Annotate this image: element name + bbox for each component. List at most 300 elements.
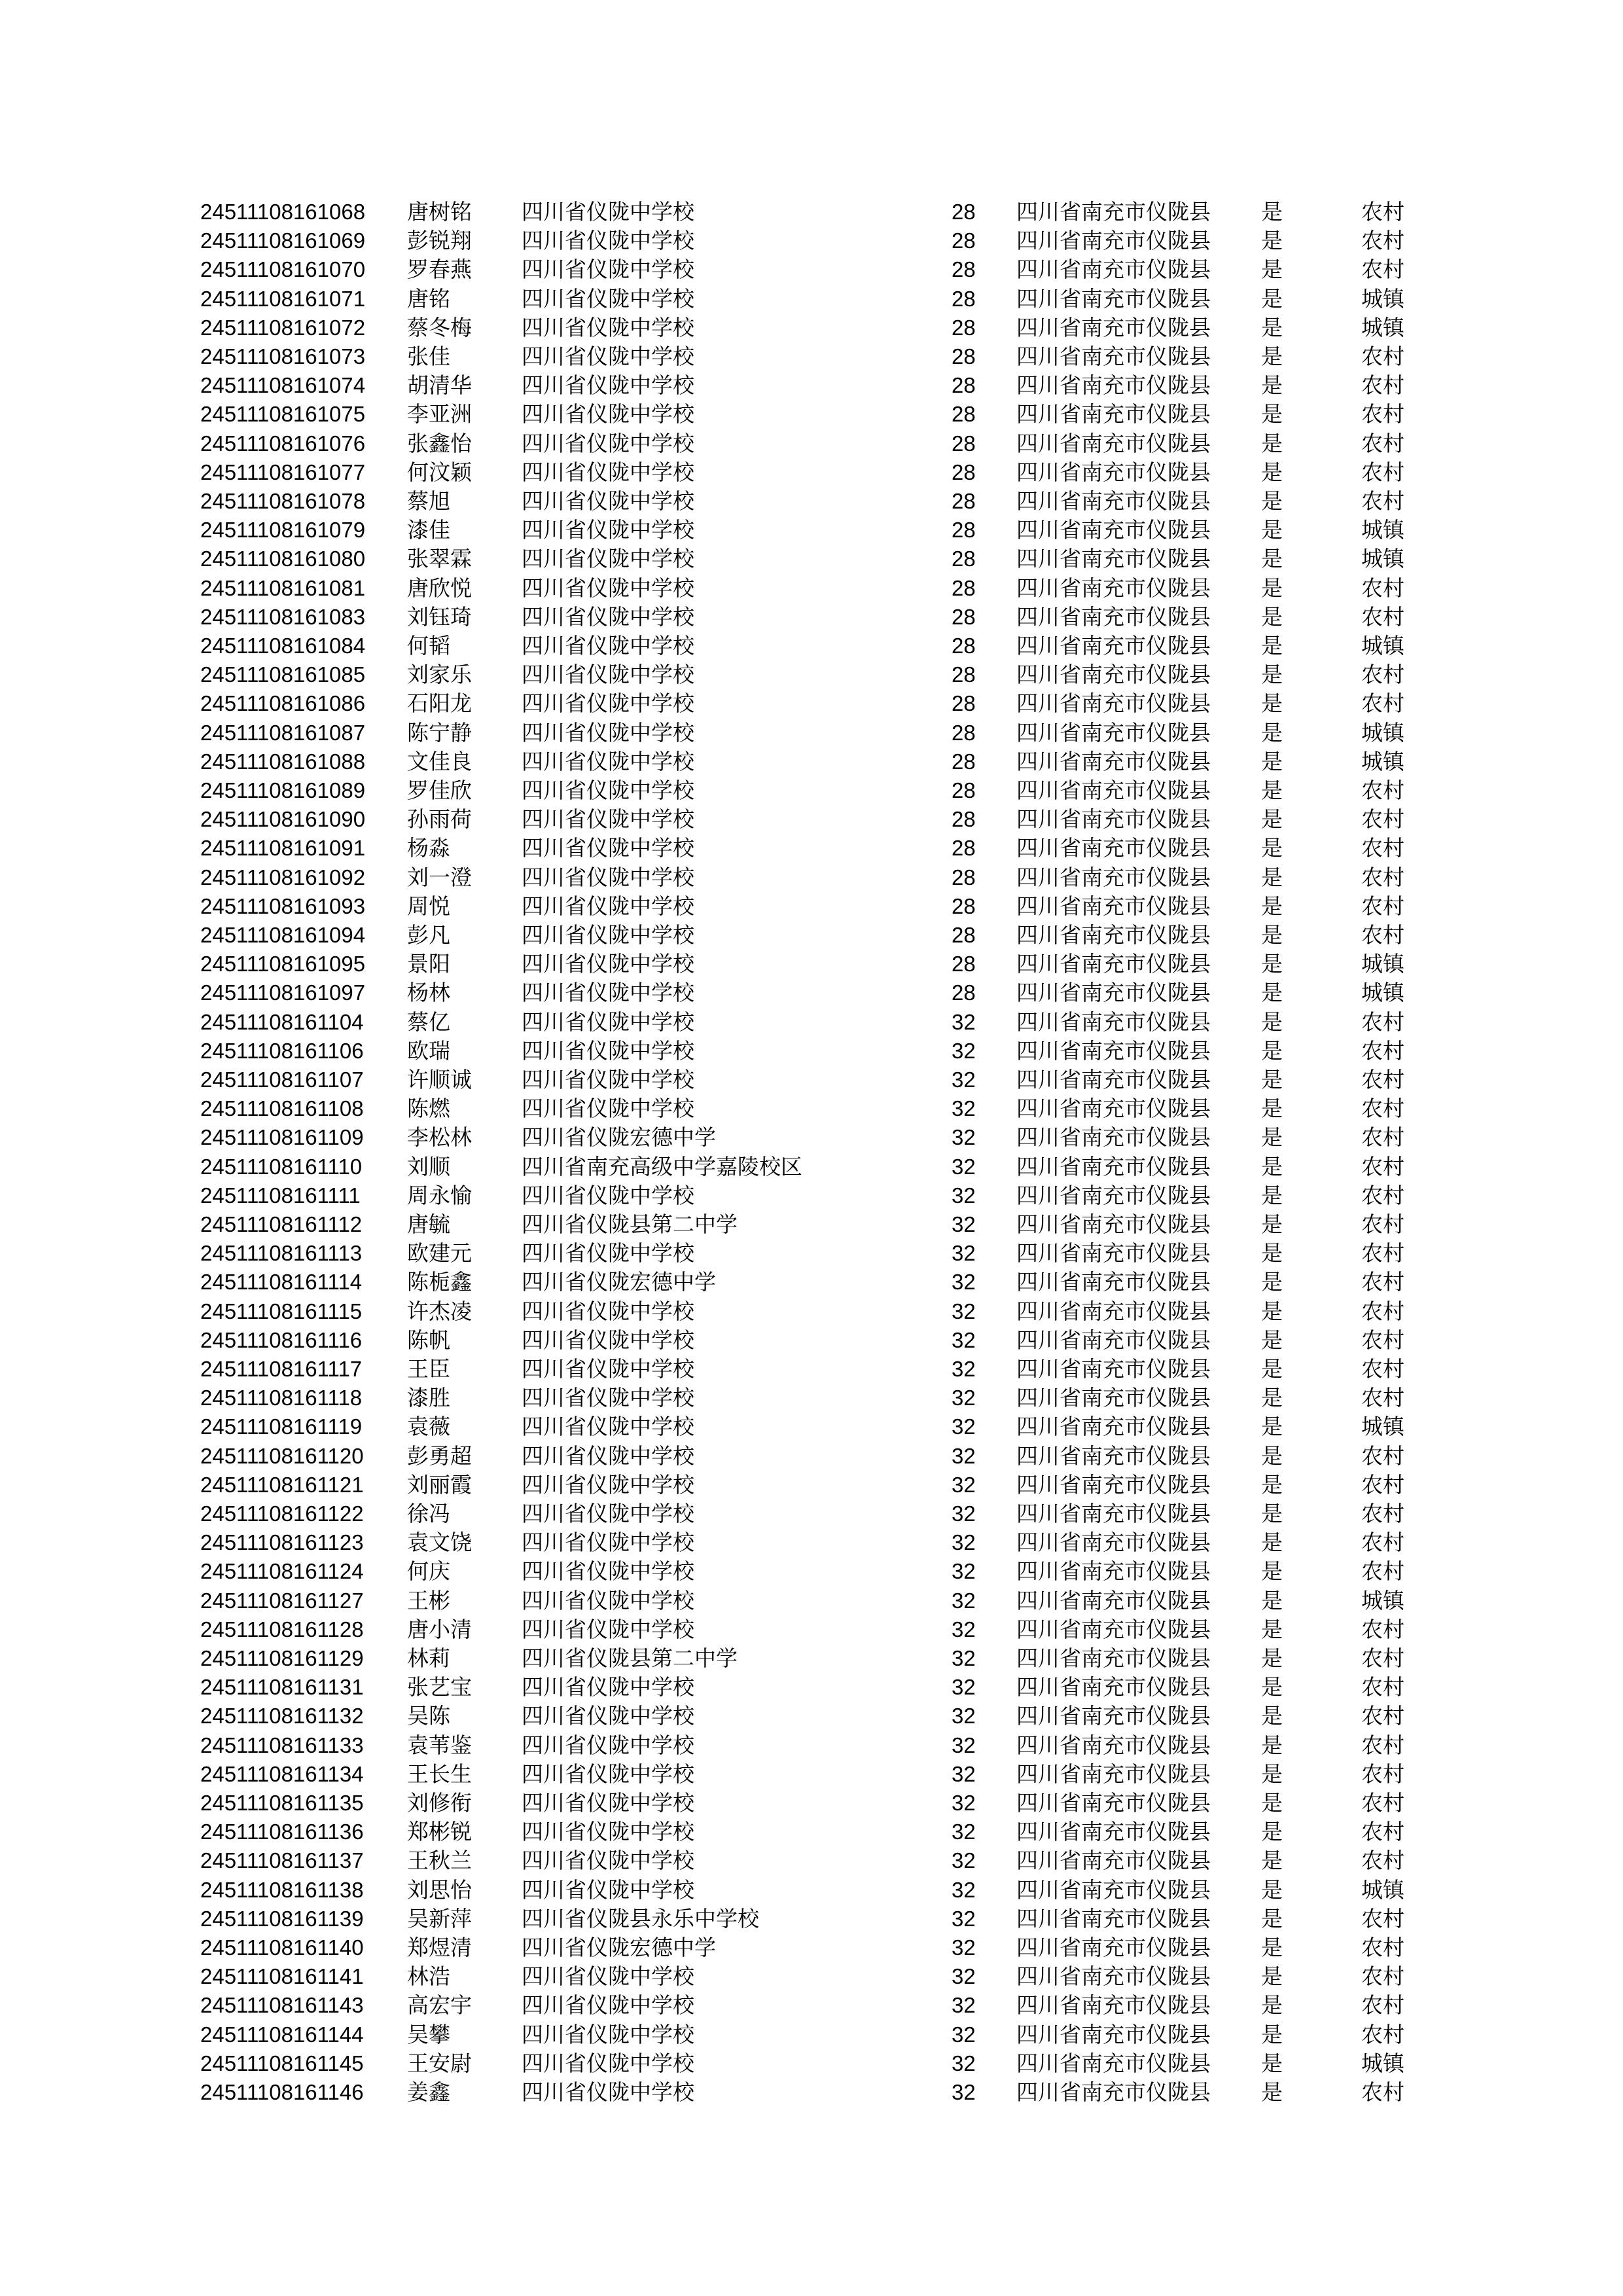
school-name: 四川省仪陇中学校 [522, 488, 694, 514]
candidate-id: 24511108161094 [200, 923, 366, 947]
table-row [0, 458, 1623, 487]
residence-type: 农村 [1361, 401, 1404, 427]
school-name: 四川省仪陇中学校 [522, 1558, 694, 1585]
region-name: 四川省南充市仪陇县 [1016, 1471, 1211, 1498]
region-name: 四川省南充市仪陇县 [1016, 1558, 1211, 1585]
eligibility-flag: 是 [1261, 1935, 1283, 1960]
school-name: 四川省仪陇中学校 [522, 1587, 694, 1613]
school-name: 四川省南充高级中学嘉陵校区 [522, 1153, 802, 1179]
candidate-id: 24511108161079 [200, 518, 366, 543]
school-name: 四川省仪陇中学校 [522, 748, 694, 774]
score-value: 32 [952, 1357, 976, 1381]
residence-type: 农村 [1361, 1703, 1404, 1729]
eligibility-flag: 是 [1261, 951, 1283, 977]
residence-type: 城镇 [1361, 633, 1404, 658]
region-name: 四川省南充市仪陇县 [1016, 1153, 1211, 1179]
candidate-id: 24511108161129 [200, 1646, 364, 1670]
table-row [0, 1326, 1623, 1355]
region-name: 四川省南充市仪陇县 [1016, 344, 1211, 369]
region-name: 四川省南充市仪陇县 [1016, 603, 1211, 630]
region-name: 四川省南充市仪陇县 [1016, 372, 1211, 399]
table-row [0, 1442, 1623, 1471]
student-name: 袁薇 [407, 1414, 450, 1440]
residence-type: 城镇 [1361, 748, 1404, 774]
student-name: 林莉 [407, 1645, 450, 1671]
eligibility-flag: 是 [1261, 980, 1283, 1006]
region-name: 四川省南充市仪陇县 [1016, 893, 1211, 919]
score-value: 28 [952, 373, 976, 398]
student-name: 陈帆 [407, 1327, 450, 1353]
candidate-id: 24511108161117 [200, 1357, 363, 1381]
score-value: 32 [952, 1386, 976, 1410]
table-row [0, 1587, 1623, 1615]
region-name: 四川省南充市仪陇县 [1016, 314, 1211, 340]
region-name: 四川省南充市仪陇县 [1016, 633, 1211, 658]
residence-type: 农村 [1361, 1645, 1404, 1671]
residence-type: 农村 [1361, 228, 1404, 254]
region-name: 四川省南充市仪陇县 [1016, 199, 1211, 224]
table-row [0, 1239, 1623, 1268]
table-row [0, 921, 1623, 950]
school-name: 四川省仪陇中学校 [522, 314, 694, 340]
region-name: 四川省南充市仪陇县 [1016, 285, 1211, 312]
student-name: 张艺宝 [407, 1674, 472, 1700]
eligibility-flag: 是 [1261, 1587, 1283, 1613]
school-name: 四川省仪陇中学校 [522, 1471, 694, 1498]
score-value: 28 [952, 459, 976, 484]
school-name: 四川省仪陇中学校 [522, 1848, 694, 1874]
eligibility-flag: 是 [1261, 1790, 1283, 1816]
score-value: 28 [952, 691, 976, 716]
table-row [0, 1066, 1623, 1094]
student-name: 漆胜 [407, 1385, 450, 1411]
table-row [0, 863, 1623, 892]
residence-type: 农村 [1361, 835, 1404, 861]
school-name: 四川省仪陇中学校 [522, 1414, 694, 1440]
student-name: 漆佳 [407, 517, 450, 543]
student-name: 唐铭 [407, 285, 450, 312]
residence-type: 农村 [1361, 2021, 1404, 2047]
student-name: 罗春燕 [407, 257, 472, 283]
candidate-id: 24511108161139 [200, 1906, 364, 1931]
candidate-id: 24511108161133 [200, 1732, 364, 1757]
region-name: 四川省南充市仪陇县 [1016, 1240, 1211, 1266]
eligibility-flag: 是 [1261, 1992, 1283, 2018]
eligibility-flag: 是 [1261, 835, 1283, 861]
residence-type: 城镇 [1361, 951, 1404, 977]
school-name: 四川省仪陇中学校 [522, 806, 694, 833]
score-value: 28 [952, 807, 976, 832]
residence-type: 农村 [1361, 199, 1404, 224]
score-value: 28 [952, 720, 976, 745]
region-name: 四川省南充市仪陇县 [1016, 1037, 1211, 1064]
table-row [0, 1412, 1623, 1441]
residence-type: 农村 [1361, 662, 1404, 688]
residence-type: 农村 [1361, 1298, 1404, 1324]
score-value: 32 [952, 1327, 976, 1352]
region-name: 四川省南充市仪陇县 [1016, 1443, 1211, 1469]
residence-type: 农村 [1361, 864, 1404, 890]
school-name: 四川省仪陇宏德中学 [522, 1935, 716, 1960]
eligibility-flag: 是 [1261, 1298, 1283, 1324]
region-name: 四川省南充市仪陇县 [1016, 2021, 1211, 2047]
school-name: 四川省仪陇中学校 [522, 1298, 694, 1324]
score-value: 32 [952, 1732, 976, 1757]
eligibility-flag: 是 [1261, 1471, 1283, 1498]
candidate-id: 24511108161104 [200, 1009, 364, 1034]
school-name: 四川省仪陇中学校 [522, 257, 694, 283]
residence-type: 农村 [1361, 1240, 1404, 1266]
score-value: 32 [952, 1443, 976, 1468]
student-name: 许杰凌 [407, 1298, 472, 1324]
residence-type: 农村 [1361, 1732, 1404, 1758]
region-name: 四川省南充市仪陇县 [1016, 1964, 1211, 1990]
table-row [0, 1123, 1623, 1152]
student-name: 王长生 [407, 1761, 472, 1787]
score-value: 32 [952, 2022, 976, 2047]
candidate-id: 24511108161090 [200, 807, 366, 832]
school-name: 四川省仪陇中学校 [522, 1819, 694, 1845]
student-name: 文佳良 [407, 748, 472, 774]
residence-type: 农村 [1361, 1935, 1404, 1960]
residence-type: 城镇 [1361, 1414, 1404, 1440]
residence-type: 农村 [1361, 1443, 1404, 1469]
eligibility-flag: 是 [1261, 488, 1283, 514]
region-name: 四川省南充市仪陇县 [1016, 2050, 1211, 2076]
score-value: 28 [952, 634, 976, 658]
table-row [0, 776, 1623, 805]
eligibility-flag: 是 [1261, 517, 1283, 543]
score-value: 32 [952, 1241, 976, 1266]
residence-type: 城镇 [1361, 1876, 1404, 1903]
table-row [0, 632, 1623, 660]
table-row [0, 1962, 1623, 1991]
eligibility-flag: 是 [1261, 1327, 1283, 1353]
student-name: 罗佳欣 [407, 778, 472, 803]
residence-type: 农村 [1361, 603, 1404, 630]
student-name: 刘顺 [407, 1153, 450, 1179]
table-row [0, 1818, 1623, 1846]
region-name: 四川省南充市仪陇县 [1016, 1298, 1211, 1324]
residence-type: 城镇 [1361, 980, 1404, 1006]
eligibility-flag: 是 [1261, 1732, 1283, 1758]
student-name: 张鑫怡 [407, 430, 472, 456]
residence-type: 农村 [1361, 1124, 1404, 1151]
score-value: 32 [952, 1559, 976, 1584]
student-name: 姜鑫 [407, 2079, 450, 2105]
student-name: 陈燃 [407, 1096, 450, 1122]
eligibility-flag: 是 [1261, 662, 1283, 688]
candidate-id: 24511108161121 [200, 1472, 364, 1497]
school-name: 四川省仪陇中学校 [522, 864, 694, 890]
candidate-id: 24511108161141 [200, 1964, 364, 1989]
table-row [0, 1153, 1623, 1181]
eligibility-flag: 是 [1261, 372, 1283, 399]
eligibility-flag: 是 [1261, 1385, 1283, 1411]
residence-type: 农村 [1361, 1674, 1404, 1700]
school-name: 四川省仪陇中学校 [522, 1964, 694, 1990]
score-value: 28 [952, 228, 976, 253]
residence-type: 农村 [1361, 1790, 1404, 1816]
residence-type: 农村 [1361, 1153, 1404, 1179]
eligibility-flag: 是 [1261, 1558, 1283, 1585]
student-name: 何汶颖 [407, 459, 472, 485]
residence-type: 农村 [1361, 1356, 1404, 1382]
table-row [0, 2049, 1623, 2078]
school-name: 四川省仪陇宏德中学 [522, 1124, 716, 1151]
eligibility-flag: 是 [1261, 1703, 1283, 1729]
eligibility-flag: 是 [1261, 314, 1283, 340]
student-name: 彭凡 [407, 922, 450, 948]
region-name: 四川省南充市仪陇县 [1016, 1009, 1211, 1035]
candidate-id: 24511108161144 [200, 2022, 364, 2047]
table-row [0, 1297, 1623, 1326]
student-name: 袁文饶 [407, 1530, 472, 1556]
residence-type: 城镇 [1361, 517, 1404, 543]
score-value: 32 [952, 2051, 976, 2075]
residence-type: 农村 [1361, 922, 1404, 948]
candidate-id: 24511108161143 [200, 1993, 364, 2018]
student-name: 陈宁静 [407, 719, 472, 745]
student-name: 袁苇鉴 [407, 1732, 472, 1758]
region-name: 四川省南充市仪陇县 [1016, 691, 1211, 717]
residence-type: 农村 [1361, 1182, 1404, 1208]
candidate-id: 24511108161093 [200, 893, 366, 918]
school-name: 四川省仪陇中学校 [522, 1501, 694, 1526]
student-name: 陈栀鑫 [407, 1269, 472, 1295]
student-name: 彭勇超 [407, 1443, 472, 1469]
candidate-id: 24511108161089 [200, 778, 366, 802]
residence-type: 农村 [1361, 1558, 1404, 1585]
score-value: 28 [952, 431, 976, 456]
eligibility-flag: 是 [1261, 228, 1283, 254]
candidate-id: 24511108161085 [200, 662, 366, 687]
candidate-id: 24511108161070 [200, 257, 366, 282]
school-name: 四川省仪陇中学校 [522, 1009, 694, 1035]
residence-type: 农村 [1361, 1037, 1404, 1064]
student-name: 蔡冬梅 [407, 314, 472, 340]
score-value: 28 [952, 952, 976, 977]
student-name: 欧瑞 [407, 1037, 450, 1064]
school-name: 四川省仪陇中学校 [522, 2021, 694, 2047]
candidate-id: 24511108161095 [200, 952, 366, 977]
table-row [0, 660, 1623, 689]
table-row [0, 1933, 1623, 1962]
region-name: 四川省南充市仪陇县 [1016, 806, 1211, 833]
region-name: 四川省南充市仪陇县 [1016, 1819, 1211, 1845]
table-row [0, 574, 1623, 603]
score-value: 32 [952, 1299, 976, 1323]
region-name: 四川省南充市仪陇县 [1016, 1848, 1211, 1874]
candidate-id: 24511108161122 [200, 1501, 364, 1526]
candidate-id: 24511108161108 [200, 1096, 364, 1121]
candidate-id: 24511108161135 [200, 1791, 364, 1815]
school-name: 四川省仪陇宏德中学 [522, 1269, 716, 1295]
eligibility-flag: 是 [1261, 748, 1283, 774]
candidate-id: 24511108161092 [200, 865, 366, 889]
candidate-id: 24511108161116 [200, 1327, 363, 1352]
table-row [0, 1702, 1623, 1731]
region-name: 四川省南充市仪陇县 [1016, 1124, 1211, 1151]
candidate-id: 24511108161087 [200, 720, 366, 745]
residence-type: 农村 [1361, 1761, 1404, 1787]
score-value: 32 [952, 1646, 976, 1670]
student-name: 唐毓 [407, 1211, 450, 1237]
student-name: 刘思怡 [407, 1876, 472, 1903]
table-row [0, 371, 1623, 400]
score-value: 32 [952, 1067, 976, 1092]
school-name: 四川省仪陇中学校 [522, 285, 694, 312]
score-value: 28 [952, 980, 976, 1005]
candidate-id: 24511108161106 [200, 1038, 364, 1063]
school-name: 四川省仪陇中学校 [522, 1530, 694, 1556]
score-value: 32 [952, 1212, 976, 1236]
residence-type: 农村 [1361, 691, 1404, 717]
school-name: 四川省仪陇中学校 [522, 1674, 694, 1700]
eligibility-flag: 是 [1261, 2021, 1283, 2047]
residence-type: 城镇 [1361, 719, 1404, 745]
residence-type: 城镇 [1361, 1587, 1404, 1613]
score-value: 28 [952, 547, 976, 571]
eligibility-flag: 是 [1261, 1009, 1283, 1035]
region-name: 四川省南充市仪陇县 [1016, 1067, 1211, 1092]
table-row [0, 1557, 1623, 1586]
table-row [0, 314, 1623, 342]
school-name: 四川省仪陇中学校 [522, 1327, 694, 1353]
school-name: 四川省仪陇中学校 [522, 2050, 694, 2076]
school-name: 四川省仪陇中学校 [522, 1443, 694, 1469]
residence-type: 农村 [1361, 2079, 1404, 2105]
residence-type: 城镇 [1361, 546, 1404, 572]
score-value: 32 [952, 1791, 976, 1815]
student-name: 唐树铭 [407, 199, 472, 224]
region-name: 四川省南充市仪陇县 [1016, 1616, 1211, 1642]
table-row [0, 805, 1623, 834]
score-value: 32 [952, 1820, 976, 1844]
student-name: 杨淼 [407, 835, 450, 861]
score-value: 32 [952, 1009, 976, 1034]
score-value: 32 [952, 1270, 976, 1295]
eligibility-flag: 是 [1261, 1153, 1283, 1179]
score-value: 28 [952, 286, 976, 311]
eligibility-flag: 是 [1261, 430, 1283, 456]
table-row [0, 719, 1623, 747]
table-row [0, 1037, 1623, 1066]
table-row [0, 2020, 1623, 2049]
school-name: 四川省仪陇中学校 [522, 401, 694, 427]
school-name: 四川省仪陇中学校 [522, 980, 694, 1006]
candidate-id: 24511108161138 [200, 1877, 364, 1902]
eligibility-flag: 是 [1261, 1905, 1283, 1931]
table-row [0, 1268, 1623, 1297]
table-row [0, 342, 1623, 371]
candidate-id: 24511108161112 [200, 1212, 363, 1236]
student-name: 刘一澄 [407, 864, 472, 890]
table-row [0, 1210, 1623, 1239]
eligibility-flag: 是 [1261, 546, 1283, 572]
score-value: 32 [952, 1848, 976, 1873]
eligibility-flag: 是 [1261, 719, 1283, 745]
school-name: 四川省仪陇中学校 [522, 1067, 694, 1092]
table-row [0, 834, 1623, 863]
candidate-id: 24511108161118 [200, 1386, 363, 1410]
student-name: 周永愉 [407, 1182, 472, 1208]
school-name: 四川省仪陇中学校 [522, 691, 694, 717]
table-row [0, 1499, 1623, 1528]
school-name: 四川省仪陇中学校 [522, 430, 694, 456]
eligibility-flag: 是 [1261, 1096, 1283, 1122]
school-name: 四川省仪陇中学校 [522, 835, 694, 861]
student-name: 张翠霖 [407, 546, 472, 572]
table-row [0, 747, 1623, 776]
candidate-id: 24511108161124 [200, 1559, 364, 1584]
eligibility-flag: 是 [1261, 1182, 1283, 1208]
school-name: 四川省仪陇中学校 [522, 459, 694, 485]
table-row [0, 892, 1623, 921]
table-row [0, 545, 1623, 573]
eligibility-flag: 是 [1261, 893, 1283, 919]
school-name: 四川省仪陇中学校 [522, 1992, 694, 2018]
student-name: 蔡亿 [407, 1009, 450, 1035]
region-name: 四川省南充市仪陇县 [1016, 488, 1211, 514]
score-value: 28 [952, 200, 976, 224]
score-value: 32 [952, 1154, 976, 1179]
residence-type: 农村 [1361, 575, 1404, 601]
table-row [0, 1789, 1623, 1818]
eligibility-flag: 是 [1261, 1037, 1283, 1064]
student-name: 刘钰琦 [407, 603, 472, 630]
residence-type: 农村 [1361, 1964, 1404, 1990]
candidate-id: 24511108161075 [200, 402, 366, 427]
candidate-id: 24511108161114 [200, 1270, 363, 1295]
residence-type: 农村 [1361, 372, 1404, 399]
student-name: 吴新萍 [407, 1905, 472, 1931]
student-name: 郑煜清 [407, 1935, 472, 1960]
table-row [0, 1615, 1623, 1644]
table-row [0, 429, 1623, 458]
score-value: 28 [952, 402, 976, 427]
score-value: 32 [952, 1964, 976, 1989]
region-name: 四川省南充市仪陇县 [1016, 1385, 1211, 1411]
region-name: 四川省南充市仪陇县 [1016, 575, 1211, 601]
student-name: 张佳 [407, 344, 450, 369]
student-name: 唐小清 [407, 1616, 472, 1642]
eligibility-flag: 是 [1261, 1761, 1283, 1787]
score-value: 28 [952, 604, 976, 629]
school-name: 四川省仪陇中学校 [522, 1182, 694, 1208]
residence-type: 农村 [1361, 1501, 1404, 1526]
eligibility-flag: 是 [1261, 1848, 1283, 1874]
table-row [0, 1008, 1623, 1037]
region-name: 四川省南充市仪陇县 [1016, 1587, 1211, 1613]
residence-type: 农村 [1361, 1616, 1404, 1642]
candidate-id: 24511108161134 [200, 1761, 364, 1786]
student-name: 景阳 [407, 951, 450, 977]
region-name: 四川省南充市仪陇县 [1016, 2079, 1211, 2105]
student-name: 欧建元 [407, 1240, 472, 1266]
school-name: 四川省仪陇中学校 [522, 228, 694, 254]
region-name: 四川省南充市仪陇县 [1016, 1269, 1211, 1295]
eligibility-flag: 是 [1261, 1067, 1283, 1092]
candidate-id: 24511108161076 [200, 431, 366, 456]
eligibility-flag: 是 [1261, 344, 1283, 369]
student-name: 王臣 [407, 1356, 450, 1382]
region-name: 四川省南充市仪陇县 [1016, 835, 1211, 861]
score-value: 32 [952, 1877, 976, 1902]
student-name: 高宏宇 [407, 1992, 472, 2018]
region-name: 四川省南充市仪陇县 [1016, 1732, 1211, 1758]
residence-type: 农村 [1361, 488, 1404, 514]
